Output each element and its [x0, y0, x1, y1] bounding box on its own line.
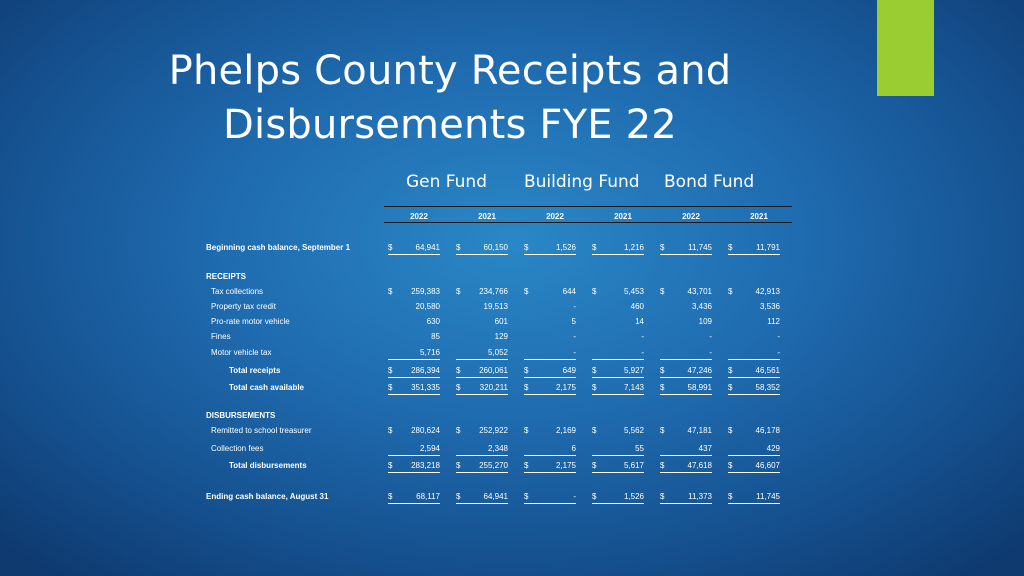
dollar-sign: $ [728, 243, 733, 252]
table-cell [388, 426, 440, 437]
table-cell [660, 366, 712, 378]
accent-bar [877, 0, 934, 96]
dollar-sign: $ [660, 426, 665, 435]
dollar-sign: $ [660, 287, 665, 296]
cell-value: 1,526 [555, 243, 576, 252]
cell-value: 46,607 [755, 461, 780, 470]
cell-value: 649 [562, 366, 576, 375]
table-cell [728, 243, 780, 255]
cell-value: 129 [494, 332, 508, 341]
table-cell [524, 287, 576, 298]
dollar-sign: $ [524, 461, 529, 470]
table-cell [388, 383, 440, 395]
cell-value: 1,216 [623, 243, 644, 252]
cell-value: - [573, 492, 576, 501]
dollar-sign: $ [660, 492, 665, 501]
table-cell [456, 366, 508, 378]
table-cell [660, 302, 712, 313]
dollar-sign: $ [728, 287, 733, 296]
table-cell [592, 287, 644, 298]
cell-value: 7,143 [623, 383, 644, 392]
table-cell [728, 383, 780, 395]
table-cell [456, 444, 508, 456]
dollar-sign: $ [592, 383, 597, 392]
cell-value: 2,348 [487, 444, 508, 453]
table-cell [388, 243, 440, 255]
cell-value: - [709, 348, 712, 357]
dollar-sign: $ [456, 492, 461, 501]
table-cell [728, 287, 780, 298]
dollar-sign: $ [660, 383, 665, 392]
cell-value: 259,383 [411, 287, 440, 296]
cell-value: - [641, 348, 644, 357]
table-cell [592, 332, 644, 343]
dollar-sign: $ [388, 366, 393, 375]
cell-value: 255,270 [479, 461, 508, 470]
year-header: 2021 [750, 212, 768, 221]
row-label: Tax collections [211, 287, 264, 296]
table-cell [456, 302, 508, 313]
dollar-sign: $ [524, 287, 529, 296]
table-cell [728, 332, 780, 343]
dollar-sign: $ [660, 243, 665, 252]
dollar-sign: $ [456, 426, 461, 435]
table-cell [728, 426, 780, 437]
table-cell [592, 366, 644, 378]
cell-value: 64,941 [415, 243, 440, 252]
table-cell [524, 444, 576, 456]
table-cell [524, 317, 576, 328]
table-cell [592, 348, 644, 360]
cell-value: 280,624 [411, 426, 440, 435]
table-cell [524, 461, 576, 473]
table-cell [456, 243, 508, 255]
dollar-sign: $ [728, 366, 733, 375]
dollar-sign: $ [388, 461, 393, 470]
dollar-sign: $ [728, 461, 733, 470]
cell-value: 601 [494, 317, 508, 326]
cell-value: 11,745 [756, 492, 780, 501]
table-cell [456, 332, 508, 343]
row-label: Total cash available [229, 383, 304, 392]
table-cell [592, 461, 644, 473]
table-cell [592, 444, 644, 456]
cell-value: 47,181 [687, 426, 712, 435]
cell-value: 11,745 [688, 243, 712, 252]
table-cell [728, 444, 780, 456]
dollar-sign: $ [728, 383, 733, 392]
year-header: 2021 [478, 212, 496, 221]
table-cell [524, 348, 576, 360]
cell-value: 85 [431, 332, 440, 341]
table-cell [592, 317, 644, 328]
cell-value: 1,526 [623, 492, 644, 501]
row-label: Motor vehicle tax [211, 348, 272, 357]
cell-value: 3,536 [759, 302, 780, 311]
table-cell [388, 492, 440, 504]
cell-value: 60,150 [483, 243, 508, 252]
dollar-sign: $ [592, 243, 597, 252]
table-cell [660, 426, 712, 437]
cell-value: 5,562 [623, 426, 644, 435]
row-label: Property tax credit [211, 302, 276, 311]
cell-value: 64,941 [483, 492, 508, 501]
cell-value: 55 [635, 444, 644, 453]
cell-value: 2,594 [419, 444, 440, 453]
dollar-sign: $ [524, 366, 529, 375]
cell-value: 320,211 [479, 383, 508, 392]
row-label: Total disbursements [229, 461, 307, 470]
cell-value: 429 [766, 444, 780, 453]
fund-header-building: Building Fund [524, 172, 640, 192]
dollar-sign: $ [524, 383, 529, 392]
row-label: Remitted to school treasurer [211, 426, 312, 435]
fund-header-gen: Gen Fund [406, 172, 487, 192]
table-cell [524, 426, 576, 437]
cell-value: 47,246 [687, 366, 712, 375]
dollar-sign: $ [456, 366, 461, 375]
dollar-sign: $ [388, 383, 393, 392]
table-cell [728, 366, 780, 378]
table-cell [592, 243, 644, 255]
dollar-sign: $ [592, 426, 597, 435]
table-cell [592, 302, 644, 313]
table-cell [660, 348, 712, 360]
cell-value: 46,178 [755, 426, 780, 435]
dollar-sign: $ [592, 287, 597, 296]
table-cell [388, 317, 440, 328]
dollar-sign: $ [388, 492, 393, 501]
table-cell [660, 383, 712, 395]
cell-value: 46,561 [755, 366, 780, 375]
cell-value: - [777, 332, 780, 341]
table-cell [524, 332, 576, 343]
dollar-sign: $ [524, 243, 529, 252]
table-cell [660, 444, 712, 456]
dollar-sign: $ [592, 492, 597, 501]
cell-value: 5,052 [487, 348, 508, 357]
table-cell [524, 243, 576, 255]
cell-value: - [573, 348, 576, 357]
table-cell [524, 302, 576, 313]
year-header: 2022 [682, 212, 700, 221]
table-cell [456, 348, 508, 360]
section-disbursements: DISBURSEMENTS [206, 411, 276, 420]
dollar-sign: $ [524, 426, 529, 435]
table-cell [592, 383, 644, 395]
table-cell [456, 461, 508, 473]
table-cell [524, 383, 576, 395]
title-line-2: Disbursements FYE 22 [223, 102, 677, 148]
table-cell [456, 492, 508, 504]
cell-value: 2,175 [555, 461, 576, 470]
cell-value: 19,513 [483, 302, 508, 311]
cell-value: 58,352 [755, 383, 780, 392]
cell-value: 11,791 [756, 243, 780, 252]
cell-value: 6 [571, 444, 576, 453]
table-cell [592, 492, 644, 504]
row-label: Ending cash balance, August 31 [206, 492, 329, 501]
table-cell [388, 348, 440, 360]
cell-value: 43,701 [687, 287, 712, 296]
table-cell [388, 444, 440, 456]
table-cell [456, 383, 508, 395]
cell-value: 14 [635, 317, 644, 326]
dollar-sign: $ [388, 426, 393, 435]
dollar-sign: $ [728, 492, 733, 501]
dollar-sign: $ [660, 461, 665, 470]
table-cell [660, 332, 712, 343]
table-cell [660, 243, 712, 255]
cell-value: 5,927 [623, 366, 644, 375]
dollar-sign: $ [456, 383, 461, 392]
table-cell [660, 287, 712, 298]
table-cell [456, 287, 508, 298]
table-cell [660, 461, 712, 473]
table-cell [728, 492, 780, 504]
cell-value: 112 [767, 317, 780, 326]
year-header: 2022 [546, 212, 564, 221]
cell-value: 42,913 [755, 287, 780, 296]
cell-value: 630 [426, 317, 440, 326]
dollar-sign: $ [660, 366, 665, 375]
header-rule-bottom [384, 222, 792, 223]
dollar-sign: $ [728, 426, 733, 435]
cell-value: 2,175 [555, 383, 576, 392]
cell-value: - [573, 332, 576, 341]
cell-value: 351,335 [411, 383, 440, 392]
cell-value: 47,618 [687, 461, 712, 470]
table-cell [388, 332, 440, 343]
cell-value: - [573, 302, 576, 311]
title-line-1: Phelps County Receipts and [168, 48, 732, 94]
dollar-sign: $ [524, 492, 529, 501]
cell-value: 2,169 [555, 426, 576, 435]
dollar-sign: $ [592, 461, 597, 470]
cell-value: 460 [630, 302, 644, 311]
cell-value: 644 [562, 287, 576, 296]
header-rule-top [384, 206, 792, 207]
cell-value: 437 [698, 444, 712, 453]
section-receipts: RECEIPTS [206, 272, 247, 281]
dollar-sign: $ [456, 461, 461, 470]
cell-value: 252,922 [479, 426, 508, 435]
table-cell [388, 366, 440, 378]
year-header: 2021 [614, 212, 632, 221]
cell-value: 58,991 [687, 383, 712, 392]
table-cell [456, 426, 508, 437]
cell-value: 5,617 [623, 461, 644, 470]
table-cell [728, 461, 780, 473]
cell-value: 3,436 [691, 302, 712, 311]
table-cell [592, 426, 644, 437]
cell-value: 283,218 [411, 461, 440, 470]
cell-value: 234,766 [479, 287, 508, 296]
fund-header-bond: Bond Fund [664, 172, 755, 192]
year-header: 2022 [410, 212, 428, 221]
row-label: Collection fees [211, 444, 264, 453]
cell-value: 260,061 [479, 366, 508, 375]
dollar-sign: $ [456, 287, 461, 296]
cell-value: 109 [698, 317, 712, 326]
cell-value: - [777, 348, 780, 357]
table-cell [660, 492, 712, 504]
table-cell [524, 366, 576, 378]
dollar-sign: $ [388, 243, 393, 252]
cell-value: 68,117 [416, 492, 440, 501]
table-cell [728, 348, 780, 360]
cell-value: - [641, 332, 644, 341]
cell-value: 286,394 [411, 366, 440, 375]
cell-value: 5 [571, 317, 576, 326]
table-cell [524, 492, 576, 504]
row-label: Pro-rate motor vehicle [211, 317, 290, 326]
table-cell [728, 317, 780, 328]
slide-title [100, 44, 800, 152]
cell-value: - [709, 332, 712, 341]
row-label: Beginning cash balance, September 1 [206, 243, 351, 252]
row-label: Fines [211, 332, 231, 341]
row-label: Total receipts [229, 366, 281, 375]
dollar-sign: $ [456, 243, 461, 252]
dollar-sign: $ [388, 287, 393, 296]
dollar-sign: $ [592, 366, 597, 375]
table-cell [388, 302, 440, 313]
cell-value: 5,716 [419, 348, 440, 357]
cell-value: 20,580 [415, 302, 440, 311]
table-cell [388, 461, 440, 473]
table-cell [728, 302, 780, 313]
cell-value: 11,373 [688, 492, 712, 501]
table-cell [660, 317, 712, 328]
table-cell [456, 317, 508, 328]
table-cell [388, 287, 440, 298]
cell-value: 5,453 [623, 287, 644, 296]
